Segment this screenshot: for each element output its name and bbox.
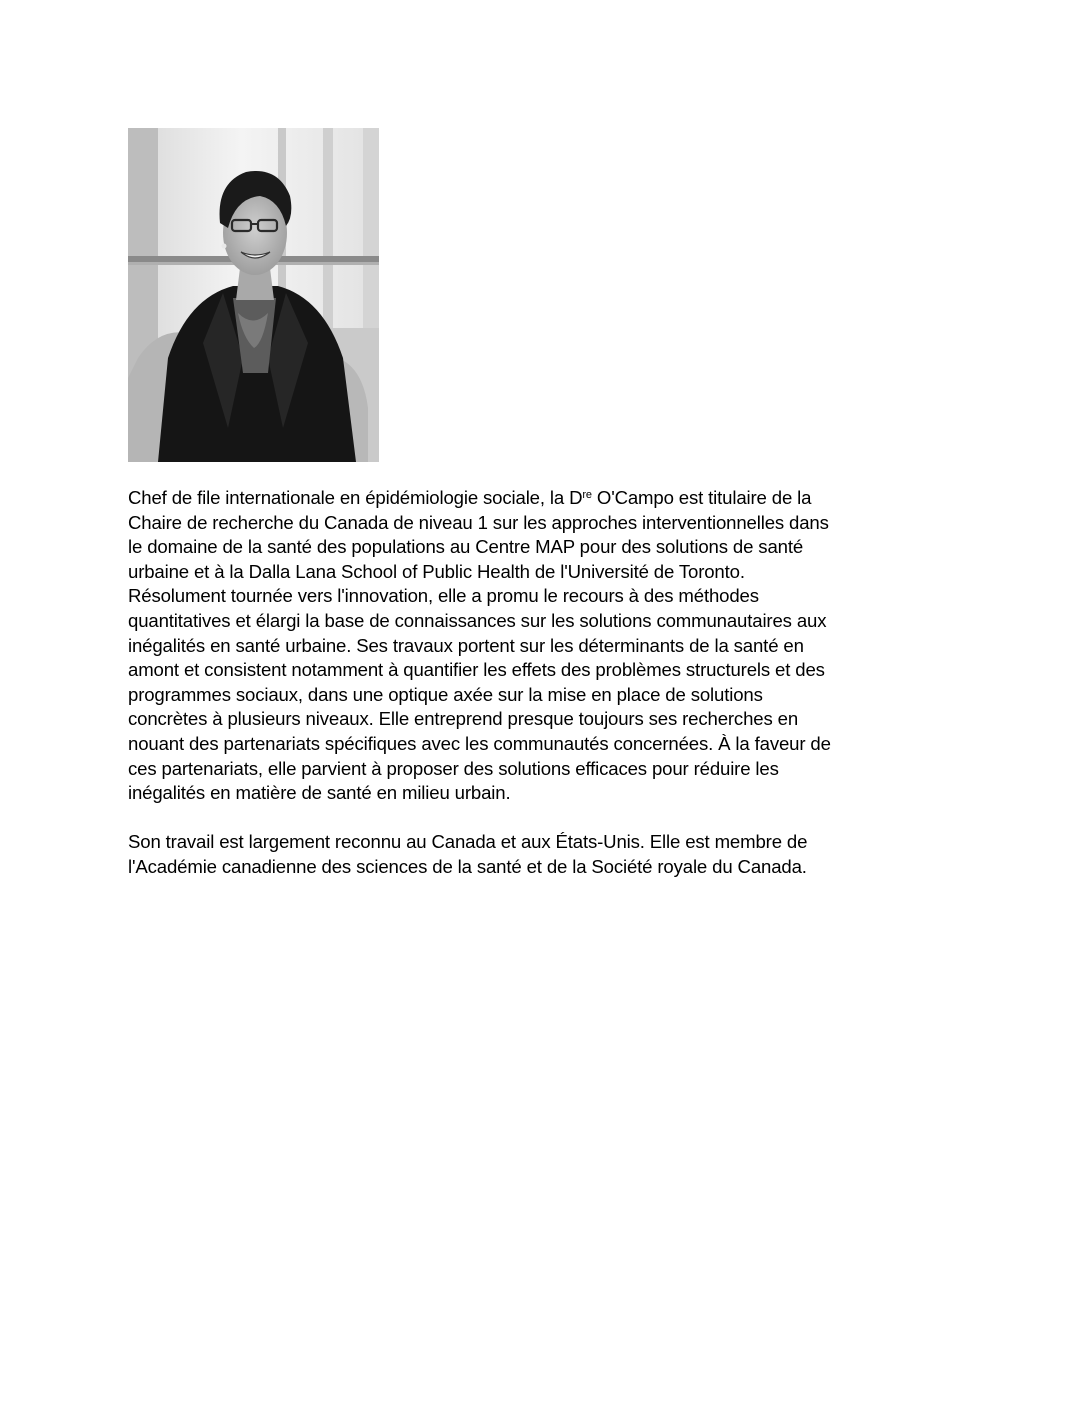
bio-line: programmes sociaux, dans une optique axée sur la mise en place de solutions [128,683,763,705]
bio-line: amont et consistent notamment à quantifier les effets des problèmes structurels et des [128,659,825,681]
bio-line-text: Chef de file internationale en épidémiologie sociale, la D [128,487,583,508]
bio-line: inégalités en matière de santé en milieu urbain. [128,782,511,804]
recognition-line: Son travail est largement reconnu au Canada et aux États-Unis. Elle est membre de [128,831,808,852]
bio-line: quantitatives et élargi la base de connaissances sur les solutions communautaires aux [128,609,827,631]
bio-line: ces partenariats, elle parvient à proposer des solutions efficaces pour réduire les [128,757,779,779]
bio-line: le domaine de la santé des populations au Centre MAP pour des solutions de santé [128,536,804,558]
bio-line: Chaire de recherche du Canada de niveau 1 sur les approches interventionnelles dans [128,511,829,533]
portrait-image [128,128,379,462]
bio-line-text: O'Campo est titulaire de la [591,487,812,508]
biography-paragraph [128,486,958,806]
bio-line: inégalités en santé urbaine. Ses travaux portent sur les déterminants de la santé en [128,634,804,656]
bio-line: concrètes à plusieurs niveaux. Elle entreprend presque toujours ses recherches en [128,708,799,730]
portrait-photo [128,128,379,462]
recognition-paragraph [128,830,958,879]
bio-line [128,486,958,511]
title-superscript: re [582,489,592,501]
bio-line: urbaine et à la Dalla Lana School of Public Health de l'Université de Toronto. [128,560,745,582]
bio-line: nouant des partenariats spécifiques avec les communautés concernées. À la faveur de [128,732,831,754]
bio-line: Résolument tournée vers l'innovation, elle a promu le recours à des méthodes [128,585,759,607]
recognition-line: l'Académie canadienne des sciences de la santé et de la Société royale du Canada. [128,855,807,877]
